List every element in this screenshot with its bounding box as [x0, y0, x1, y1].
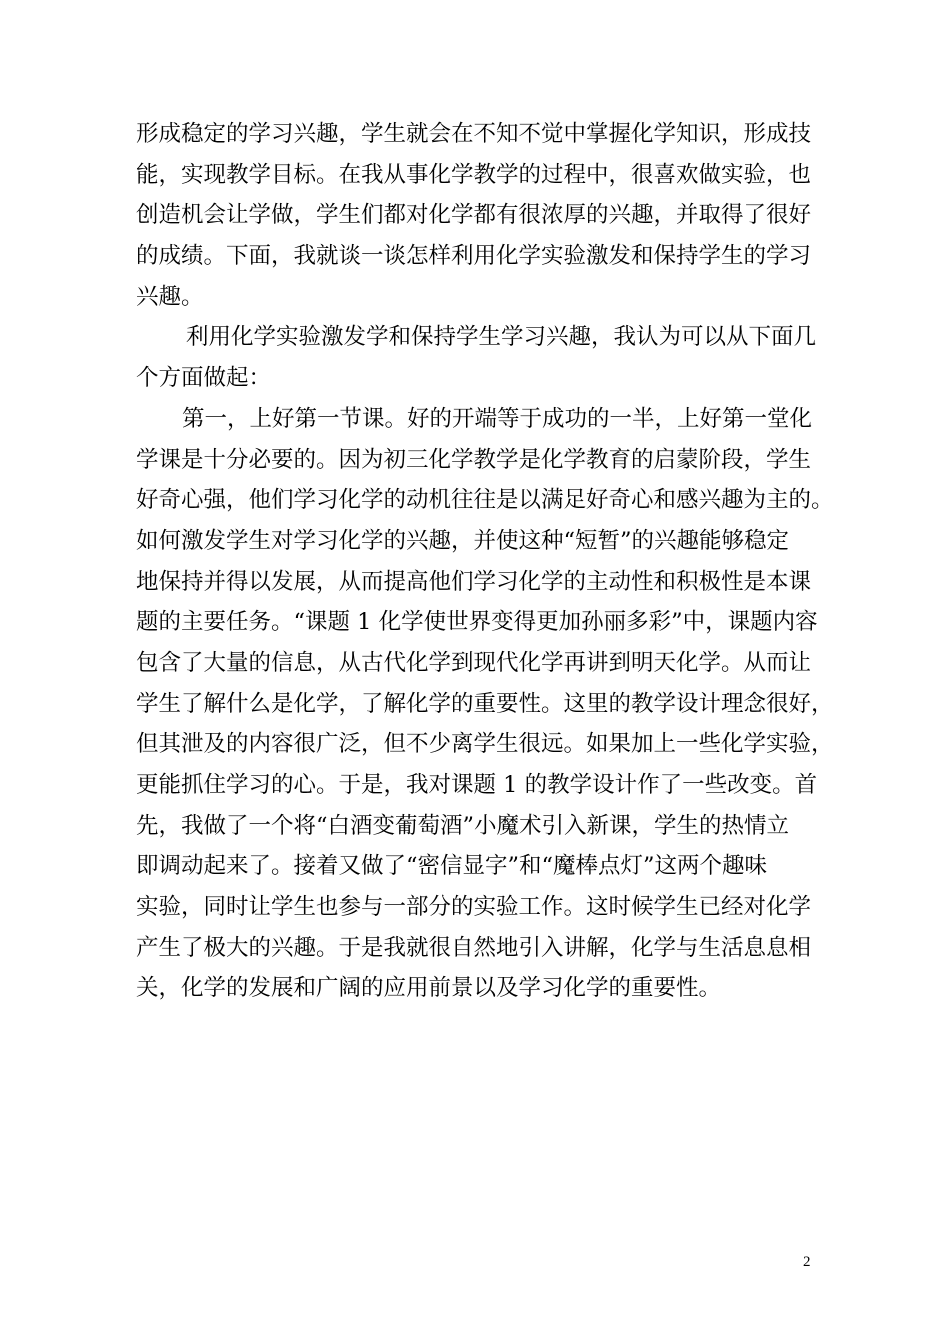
text-line: 产生了极大的兴趣。于是我就很自然地引入讲解，化学与生活息息相 — [136, 934, 812, 961]
text-line: 个方面做起： — [136, 365, 272, 392]
text-line: 先，我做了一个将“白酒变葡萄酒”小魔术引入新课，学生的热情立 — [136, 812, 790, 839]
text-line: 学课是十分必要的。因为初三化学教学是化学教育的启蒙阶段，学生 — [136, 446, 812, 473]
text-line: 题的主要任务。“课题 1 化学使世界变得更加孙丽多彩”中，课题内容 — [136, 609, 818, 636]
text-line: 更能抓住学习的心。于是，我对课题 1 的教学设计作了一些改变。首 — [136, 772, 818, 798]
text-line: 地保持并得以发展，从而提高他们学习化学的主动性和积极性是本课 — [136, 568, 812, 595]
paragraph-first-line: 利用化学实验激发学和保持学生学习兴趣，我认为可以从下面几 — [186, 324, 817, 351]
paragraph-first-line: 第一，上好第一节课。好的开端等于成功的一半，上好第一堂化 — [182, 405, 813, 432]
text-line: 好奇心强，他们学习化学的动机往往是以满足好奇心和感兴趣为主的。 — [136, 487, 834, 514]
text-line: 即调动起来了。接着又做了“密信显字”和“魔棒点灯”这两个趣味 — [136, 853, 768, 880]
text-line: 学生了解什么是化学，了解化学的重要性。这里的教学设计理念很好， — [136, 690, 834, 717]
text-line: 创造机会让学做，学生们都对化学都有很浓厚的兴趣，并取得了很好 — [136, 202, 812, 229]
text-line: 兴趣。 — [136, 283, 204, 310]
text-line: 形成稳定的学习兴趣，学生就会在不知不觉中掌握化学知识，形成技 — [136, 121, 812, 147]
text-line: 关，化学的发展和广阔的应用前景以及学习化学的重要性。 — [136, 975, 722, 1002]
text-line: 实验，同时让学生也参与一部分的实验工作。这时候学生已经对化学 — [136, 894, 812, 921]
text-line: 但其泄及的内容很广泛，但不少离学生很远。如果加上一些化学实验， — [136, 731, 834, 758]
text-line: 如何激发学生对学习化学的兴趣，并使这种“短暂”的兴趣能够稳定 — [136, 527, 790, 554]
text-line: 的成绩。下面，我就谈一谈怎样利用化学实验激发和保持学生的学习 — [136, 243, 812, 270]
text-line: 包含了大量的信息，从古代化学到现代化学再讲到明天化学。从而让 — [136, 649, 812, 676]
body-text — [136, 114, 834, 1009]
text-line: 能，实现教学目标。在我从事化学教学的过程中，很喜欢做实验，也 — [136, 161, 812, 188]
page-number: 2 — [803, 1254, 811, 1270]
